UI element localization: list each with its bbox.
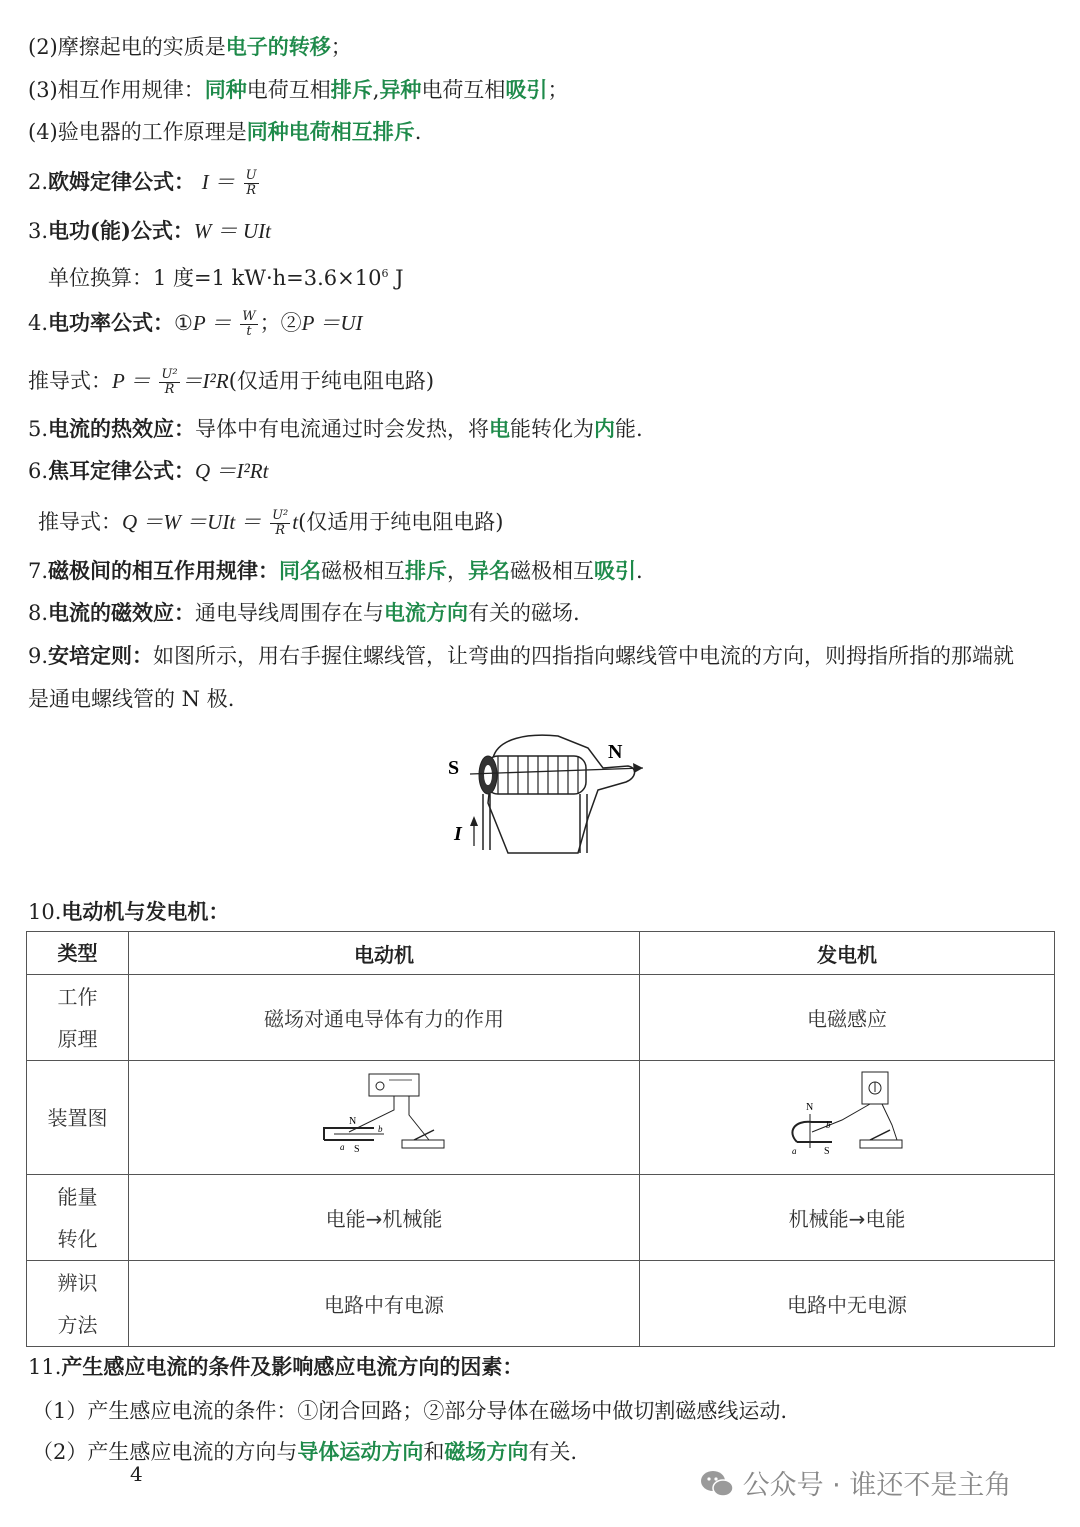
header-generator: 发电机 [640,932,1055,975]
line-electroscope: (4)验电器的工作原理是同种电荷相互排斥. [28,119,422,144]
ohm-fraction: $\frac{U}{R}$ [245,168,257,198]
line-electric-work: 3.电功(能)公式：W ＝ UIt [28,218,271,243]
power-derived-fraction: $\frac{\text{U²}}{R}$ [161,367,178,397]
fig-label-i: I [454,823,462,845]
line-ampere-rule-cont: 是通电螺线管的 N 极. [28,687,235,711]
power-fraction: $\frac{W}{t}$ [242,309,256,339]
fig-label-n: N [608,741,623,763]
generator-energy: 机械能→电能 [640,1175,1055,1261]
line-magnetic-poles: 7.磁极间的相互作用规律：同名磁极相互排斥，异名磁极相互吸引. [28,558,643,583]
generator-label-n: N [806,1102,814,1113]
wechat-icon [700,1470,734,1498]
line-ampere-rule: 9.安培定则：如图所示，用右手握住螺线管，让弯曲的四指指向螺线管中电流的方向，则拇指所指的那端就 [28,643,1015,668]
generator-principle: 电磁感应 [640,975,1055,1061]
line-heating-effect: 5.电流的热效应：导体中有电流通过时会发热，将电能转化为内能. [28,416,643,441]
table-row [27,1261,1055,1347]
line-power-derived: 推导式：P ＝ $\frac{\text{U²}}{R}$ ＝I²R(仅适用于纯电阻电路) [28,367,435,397]
line-motor-generator: 10.电动机与发电机： [28,899,230,924]
line-interaction-rule: (3)相互作用规律：同种电荷互相排斥,异种电荷互相吸引； [28,77,569,102]
motor-label-s: S [354,1144,360,1155]
table-row [27,1175,1055,1261]
right-hand-rule-figure [438,728,648,870]
motor-label-a: a [340,1142,345,1152]
line-unit-conversion: 单位换算：1 度=1 $kW\cdot h=3.6\times 10^6$ J [48,266,404,290]
line-induction-cond-2: （2）产生感应电流的方向与导体运动方向和磁场方向有关. [32,1439,578,1464]
motor-generator-table [26,931,1055,1347]
generator-apparatus-diagram [782,1070,912,1160]
page-number: 4 [130,1462,143,1486]
watermark: 公众号 · 谁还不是主角 [700,1463,1011,1502]
motor-principle: 磁场对通电导体有力的作用 [129,975,640,1061]
generator-label-s: S [824,1146,830,1157]
header-motor: 电动机 [129,932,640,975]
table-header-row [27,932,1055,975]
line-induction-conditions: 11.产生感应电流的条件及影响感应电流方向的因素： [28,1354,524,1379]
line-ohms-law: 2.欧姆定律公式： I ＝ $\frac{U}{R}$ [28,168,257,198]
motor-diagram-cell [129,1061,640,1175]
generator-diagram-cell [640,1061,1055,1175]
motor-energy: 电能→机械能 [129,1175,640,1261]
motor-label-b: b [378,1124,383,1134]
table-row [27,975,1055,1061]
table-row [27,1061,1055,1175]
line-friction-essence: (2)摩擦起电的实质是电子的转移； [28,34,352,59]
row-label-identify: 辨识 方法 [27,1261,129,1347]
line-induction-cond-1: （1）产生感应电流的条件：①闭合回路；②部分导体在磁场中做切割磁感线运动. [32,1399,788,1423]
motor-apparatus-diagram [314,1070,454,1160]
generator-label-b: b [826,1120,831,1130]
fig-label-s: S [448,757,460,779]
motor-identify: 电路中有电源 [129,1261,640,1347]
line-power-formula: 4.电功率公式：①P ＝ $\frac{W}{t}$ ；②P ＝UI [28,309,363,339]
line-magnetic-effect: 8.电流的磁效应：通电导线周围存在与电流方向有关的磁场. [28,600,580,625]
generator-label-a: a [792,1146,797,1156]
row-label-diagram: 装置图 [27,1061,129,1175]
motor-label-n: N [349,1116,357,1127]
line-joule-derived: 推导式：Q ＝W ＝UIt ＝ $\frac{\text{U²}}{R}$ t(仅适用于纯电阻电路) [38,508,504,538]
header-type: 类型 [27,932,129,975]
generator-identify: 电路中无电源 [640,1261,1055,1347]
row-label-principle: 工作 原理 [27,975,129,1061]
joule-derived-fraction: $\frac{\text{U²}}{R}$ [272,508,289,538]
row-label-energy: 能量 转化 [27,1175,129,1261]
line-joule-law: 6.焦耳定律公式：Q ＝I²Rt [28,458,269,483]
